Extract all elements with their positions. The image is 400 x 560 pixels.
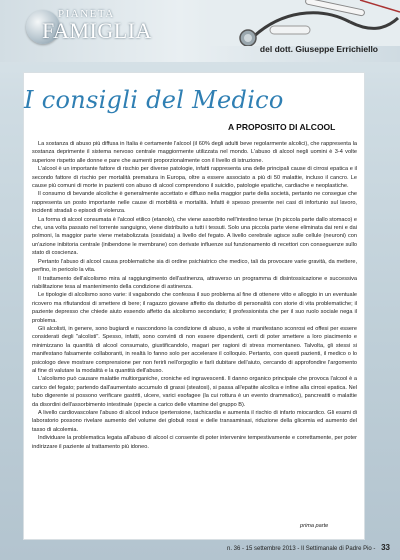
- page-number: 33: [381, 543, 390, 552]
- brand-main-label: FAMIGLIA: [42, 18, 152, 43]
- header-banner: [0, 0, 400, 62]
- brand-top-label: PIANETA: [58, 8, 115, 20]
- article-signoff: prima parte: [300, 523, 329, 529]
- paragraph: La sostanza di abuso più diffusa in Italia è certamente l'alcool (il 60% degli adulti beve regolarmente alcolici), che rappresenta la sostanza deprimente il sistema nervoso centrale maggiormente utilizzata nel mondo. L'abuso di alcool negli uomini è 3-4 volte superiore rispetto alle donne e pare che aumenti proporzionalmente con il livello di istruzione.: [32, 141, 357, 164]
- medical-instruments-image: [210, 0, 400, 46]
- page-footer: [227, 543, 390, 552]
- paragraph: L'alcolismo può causare malattie multiorganiche, croniche ed ingravescenti. Il danno organico principale che provoca l'alcool è a carico del fegato; partendo dall'aumentato accumulo di grassi (steatosi), si passa all'epatite alcolica e infine alla cirrosi epatica. Nel tubo digerente si possono verificare gastriti, ulcere, varici esofagee (la cui rottura è un evento drammatico), pancreatiti o malattie da disordini dell'assorbimento intestinale (specie a carico delle vitamine del gruppo B).: [32, 376, 357, 408]
- paragraph: Il trattamento dell'alcolismo mira al raggiungimento dell'astinenza, attraverso un programma di disintossicazione e successiva riabilitazione tesa al mantenimento della condizione di astinenza.: [32, 275, 357, 290]
- paragraph: Le tipologie di alcolismo sono varie: il vagabondo che confessa il suo problema al fine di ottenere vitto e alloggio in un eventuale ricovero ma rifiutandosi di smettere di bere; il ragazzo giovane affetto da disturbo di personalità con storie di vita problematiche; il paziente depresso che chiede aiuto essendo affetto da alcolismo secondario; il professionista che per il suo ruolo sociale nega il problema.: [32, 292, 357, 324]
- paragraph: La forma di alcool consumata è l'alcool etilico (etanolo), che viene assorbito nell'intestino tenue (in piccola parte dallo stomaco) e che, una volta passato nel torrente sanguigno, viene distribuito a tutti i tessuti. Solo una piccola parte viene eliminata dai reni e dai polmoni, la maggior parte viene metabolizzata (ossidata) a livello del fegato. A livello cerebrale agisce sulle cellule (neuroni) con un'azione inibitoria centrale (inibendone le membrane) con derivate influenze sul funzionamento di recettori con conseguenze sullo stato di coscienza.: [32, 216, 357, 257]
- paragraph: Individuare la problematica legata all'abuso di alcool ci consente di poter intervenire tempestivamente e correttamente, per poter indirizzare il paziente al trattamento più idoneo.: [32, 435, 357, 450]
- paragraph: A livello cardiovascolare l'abuso di alcool induce ipertensione, tachicardia e aumenta il rischio di infarto miocardico. Gli esami di laboratorio possono rivelare aumento del volume dei globuli rossi e delle transaminasi, riduzione della glicemia ed aumento del tasso di alcolemia.: [32, 410, 357, 433]
- paragraph: L'alcool è un importante fattore di rischio per diverse patologie, infatti rappresenta una delle principali cause di cirrosi epatica e il secondo fattore di rischio per mortalità prematura in Europa, oltre a essere associato a più di 50 malattie, incluso il cancro. Le cause più comuni di morte in pazienti con abuso di alcool comprendono il suicidio, patologie epatiche, cardiache e neoplastiche.: [32, 166, 357, 190]
- paragraph: Pertanto l'abuso di alcool causa problematiche sia di ordine psichiatrico che medico, tali da provocare varie gravità, da mettere, perfino, in pericolo la vita.: [32, 258, 357, 274]
- issue-info: n. 36 - 15 settembre 2013 - Il Settimanale di Padre Pio -: [227, 546, 376, 552]
- article-title: I consigli del Medico: [24, 86, 284, 114]
- paragraph: Gli alcolisti, in genere, sono bugiardi e nascondono la condizione di abuso, a volte si manifestano sconrosi ed offesi per essere considerati degli "alcolisti". Spesso, infatti, sono convinti di non essere dipendenti, certi di poter smettere a loro piacimento e minimizzano la quantità di alcool consumato, giustificandolo, magari per ragioni di stress momentaneo. Talvolta, gli stessi si manifestano falsamente collaboranti, in realtà lo fanno solo per accelerare il colloquio. Pertanto, con questi pazienti, il medico o lo psicologo deve mostrare comprensione per non ferirli nell'orgoglio e farli dubitare dell'aiuto, cercando di approfondire l'argomento al fine di valutare la modalità e la quantità dell'abuso.: [32, 325, 357, 374]
- article-subtitle: A PROPOSITO DI ALCOOL: [228, 122, 336, 132]
- paragraph: Il consumo di bevande alcoliche è generalmente accettato e diffuso nella maggior parte della società, pertanto ne consegue che rappresenta un posto importante nelle cause di morbilità e mortalità. Infatti è spesso presente nei casi di infortunio sul lavoro, incidenti stradali o episodi di violenza.: [32, 191, 357, 215]
- author-byline: del dott. Giuseppe Errichiello: [259, 44, 378, 54]
- article-body: [32, 140, 357, 451]
